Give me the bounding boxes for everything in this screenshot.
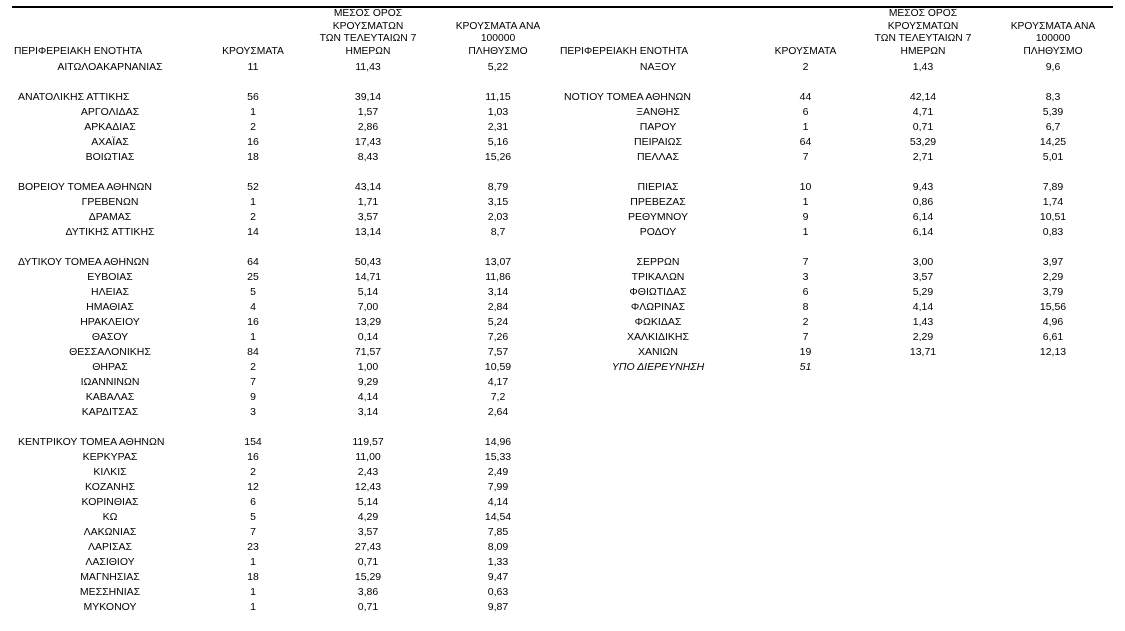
cell-per100k: 1,33 (487, 556, 509, 569)
cell-cases: 2 (802, 316, 809, 329)
cell-region: ΜΥΚΟΝΟΥ (83, 601, 137, 614)
cell-cases: 2 (250, 121, 256, 134)
cell-per100k: 2,64 (487, 406, 509, 419)
cell-per100k: 3,97 (1042, 256, 1064, 269)
cell-avg7: 15,29 (354, 571, 382, 584)
cell-per100k: 7,85 (487, 526, 509, 539)
cell-per100k: 8,79 (487, 181, 509, 194)
cell-avg7: 39,14 (354, 91, 382, 104)
cell-avg7: 14,71 (354, 271, 382, 284)
cell-cases: 23 (247, 541, 259, 554)
cell-cases: 9 (250, 391, 256, 404)
cell-region: ΥΠΟ ΔΙΕΡΕΥΝΗΣΗ (611, 361, 705, 374)
table-row-spacer (558, 240, 1113, 255)
table-row (12, 255, 558, 270)
table-row (12, 315, 558, 330)
cell-cases: 52 (247, 181, 259, 194)
cell-region: ΗΜΑΘΙΑΣ (86, 301, 134, 314)
cell-cases: 7 (802, 151, 809, 164)
cell-avg7: 13,29 (354, 316, 382, 329)
cell-cases: 8 (802, 301, 809, 314)
cell-per100k: 10,51 (1039, 211, 1067, 224)
cell-per100k: 2,29 (1042, 271, 1064, 284)
cell-avg7: 0,14 (357, 331, 379, 344)
table-row (12, 570, 558, 585)
cell-region: ΚΟΡΙΝΘΙΑΣ (81, 496, 139, 509)
cell-region: ΝΑΞΟΥ (639, 61, 677, 74)
table-row-spacer (558, 75, 1113, 90)
cell-per100k: 13,07 (484, 256, 512, 269)
cell-region: ΙΩΑΝΝΙΝΩΝ (80, 376, 140, 389)
cell-region: ΦΩΚΙΔΑΣ (634, 316, 682, 329)
cell-per100k: 11,15 (485, 91, 511, 104)
cell-per100k: 0,83 (1042, 226, 1064, 239)
cell-region: ΔΡΑΜΑΣ (88, 211, 132, 224)
cell-region: ΠΡΕΒΕΖΑΣ (630, 196, 686, 209)
cell-cases: 1 (250, 331, 256, 344)
cell-region: ΑΙΤΩΛΟΑΚΑΡΝΑΝΙΑΣ (57, 61, 163, 74)
cell-avg7: 6,14 (912, 226, 934, 239)
cell-avg7: 2,71 (912, 151, 934, 164)
cell-per100k: 7,99 (487, 481, 509, 494)
cell-region: ΛΑΣΙΘΙΟΥ (85, 556, 135, 569)
table-row (558, 225, 1113, 240)
cell-cases: 7 (802, 331, 809, 344)
cell-per100k: 8,09 (487, 541, 509, 554)
cell-region: ΗΡΑΚΛΕΙΟΥ (80, 316, 140, 329)
cell-region: ΔΥΤΙΚΟΥ ΤΟΜΕΑ ΑΘΗΝΩΝ (18, 256, 150, 269)
table-body-right (558, 60, 1113, 375)
cell-avg7: 5,14 (357, 286, 379, 299)
cell-per100k: 4,17 (487, 376, 509, 389)
cell-avg7: 11,43 (355, 61, 381, 74)
table-row (12, 525, 558, 540)
table-row (12, 105, 558, 120)
table-row (12, 495, 558, 510)
cell-avg7: 71,57 (354, 346, 382, 359)
cell-cases: 1 (250, 556, 256, 569)
cell-region: ΑΡΓΟΛΙΔΑΣ (80, 106, 140, 119)
cell-cases: 64 (247, 256, 259, 269)
spacer-cell (12, 75, 558, 90)
cell-per100k: 6,61 (1042, 331, 1064, 344)
cell-region: ΤΡΙΚΑΛΩΝ (631, 271, 685, 284)
cell-per100k: 2,31 (487, 121, 509, 134)
table-row (12, 555, 558, 570)
cell-region: ΣΕΡΡΩΝ (636, 256, 680, 269)
cell-cases: 1 (802, 226, 809, 239)
table-row (12, 225, 558, 240)
table-row (558, 345, 1113, 360)
cell-avg7: 119,57 (352, 436, 384, 449)
cell-avg7: 1,43 (912, 316, 934, 329)
table-row (558, 270, 1113, 285)
cell-avg7: 0,71 (357, 601, 379, 614)
spacer-cell (558, 240, 1113, 255)
header-per100k-line2-right: ΠΛΗΘΥΣΜΟ (1023, 45, 1083, 57)
cell-avg7: 27,43 (354, 541, 382, 554)
table-row-spacer (12, 420, 558, 435)
cell-cases: 6 (250, 496, 256, 509)
header-avg7-line2-right: ΤΩΝ ΤΕΛΕΥΤΑΙΩΝ 7 (874, 33, 972, 45)
header-row-right (558, 8, 1113, 60)
table-body-left (12, 60, 558, 615)
cell-cases: 6 (802, 286, 809, 299)
cell-avg7: 11,00 (355, 451, 381, 464)
cell-avg7: 43,14 (354, 181, 382, 194)
cell-region: ΑΧΑΪΑΣ (91, 136, 129, 149)
cell-region: ΠΑΡΟΥ (639, 121, 677, 134)
table-row (12, 375, 558, 390)
cell-per100k: 14,25 (1039, 136, 1067, 149)
cell-cases: 1 (250, 586, 256, 599)
table-row (12, 435, 558, 450)
cell-avg7: 3,57 (912, 271, 934, 284)
spacer-cell (12, 240, 558, 255)
cell-avg7: 3,86 (357, 586, 379, 599)
cell-cases: 1 (250, 601, 256, 614)
cell-region: ΛΑΡΙΣΑΣ (88, 541, 132, 554)
table-row (12, 480, 558, 495)
cell-region: ΚΕΝΤΡΙΚΟΥ ΤΟΜΕΑ ΑΘΗΝΩΝ (18, 436, 165, 449)
table-row (12, 330, 558, 345)
header-avg7-line1-left: ΜΕΣΟΣ ΟΡΟΣ ΚΡΟΥΣΜΑΤΩΝ (332, 8, 404, 32)
cell-per100k: 9,87 (487, 601, 509, 614)
cell-per100k: 7,57 (487, 346, 509, 359)
cell-avg7: 53,29 (909, 136, 937, 149)
table-row (12, 405, 558, 420)
cases-table-left (12, 8, 558, 615)
spacer-cell (558, 165, 1113, 180)
cell-per100k: 2,49 (487, 466, 509, 479)
cell-region: ΚΟΖΑΝΗΣ (85, 481, 135, 494)
cell-region: ΜΕΣΣΗΝΙΑΣ (79, 586, 141, 599)
cell-cases: 16 (247, 136, 259, 149)
table-row (558, 135, 1113, 150)
cell-region: ΑΡΚΑΔΙΑΣ (84, 121, 136, 134)
cell-avg7: 5,29 (912, 286, 934, 299)
cell-cases: 2 (250, 361, 256, 374)
cell-cases: 12 (247, 481, 259, 494)
table-row-spacer (12, 165, 558, 180)
cell-region: ΘΕΣΣΑΛΟΝΙΚΗΣ (69, 346, 151, 359)
cell-cases: 1 (250, 196, 256, 209)
spacer-cell (558, 75, 1113, 90)
cell-per100k: 9,47 (487, 571, 509, 584)
cell-per100k: 12,13 (1039, 346, 1067, 359)
cell-region: ΗΛΕΙΑΣ (90, 286, 129, 299)
cell-cases: 9 (802, 211, 809, 224)
cases-table-right (558, 8, 1113, 375)
header-row-left (12, 8, 558, 60)
cell-avg7: 4,14 (912, 301, 934, 314)
cell-cases: 18 (247, 571, 259, 584)
cell-per100k (993, 360, 1113, 375)
cell-per100k: 4,96 (1042, 316, 1064, 329)
cell-cases: 2 (250, 211, 256, 224)
header-avg7-right (853, 8, 993, 60)
cell-cases: 11 (247, 61, 259, 74)
cell-per100k: 1,74 (1042, 196, 1064, 209)
cell-region: ΘΑΣΟΥ (91, 331, 129, 344)
cell-avg7: 1,00 (357, 361, 379, 374)
table-row (558, 195, 1113, 210)
cell-region: ΓΡΕΒΕΝΩΝ (81, 196, 139, 209)
cell-per100k: 8,7 (490, 226, 506, 239)
cell-per100k: 11,86 (485, 271, 511, 284)
cell-per100k: 14,96 (484, 436, 512, 449)
cell-cases: 7 (250, 526, 256, 539)
table-row (12, 90, 558, 105)
cell-avg7: 17,43 (354, 136, 382, 149)
table-row (12, 390, 558, 405)
cell-cases: 2 (802, 61, 809, 74)
header-region-right: ΠΕΡΙΦΕΡΕΙΑΚΗ ΕΝΟΤΗΤΑ (560, 45, 689, 57)
cell-avg7: 1,43 (912, 61, 934, 74)
cell-region: ΧΑΛΚΙΔΙΚΗΣ (627, 331, 689, 344)
table-row (12, 540, 558, 555)
table-row-spacer (558, 165, 1113, 180)
cell-avg7: 8,43 (357, 151, 379, 164)
cell-per100k: 1,03 (487, 106, 509, 119)
cell-avg7: 5,14 (357, 496, 379, 509)
cell-per100k: 14,54 (484, 511, 512, 524)
cell-cases: 14 (247, 226, 259, 239)
cell-avg7: 50,43 (354, 256, 382, 269)
cell-cases: 1 (802, 196, 809, 209)
table-row (12, 285, 558, 300)
table-header-left (12, 8, 558, 60)
cell-per100k: 9,6 (1045, 61, 1061, 74)
table-row (558, 210, 1113, 225)
table-row (12, 360, 558, 375)
cell-avg7: 4,71 (912, 106, 934, 119)
table-row (12, 60, 558, 75)
cell-per100k: 10,59 (484, 361, 512, 374)
spacer-cell (12, 165, 558, 180)
cell-avg7: 2,86 (357, 121, 379, 134)
cell-cases: 16 (247, 316, 259, 329)
cell-region: ΝΟΤΙΟΥ ΤΟΜΕΑ ΑΘΗΝΩΝ (564, 91, 691, 104)
cell-region: ΚΑΒΑΛΑΣ (85, 391, 135, 404)
cell-per100k: 5,24 (487, 316, 509, 329)
cell-cases: 7 (802, 256, 809, 269)
cell-cases: 18 (247, 151, 259, 164)
cell-per100k: 3,15 (487, 196, 509, 209)
cell-per100k: 7,2 (490, 391, 506, 404)
cell-per100k: 5,39 (1042, 106, 1064, 119)
table-row (12, 180, 558, 195)
header-avg7-line3-right: ΗΜΕΡΩΝ (900, 45, 946, 57)
table-row (12, 210, 558, 225)
cell-region: ΦΛΩΡΙΝΑΣ (630, 301, 686, 314)
header-avg7-line2-left: ΤΩΝ ΤΕΛΕΥΤΑΙΩΝ 7 (319, 33, 417, 45)
cell-avg7: 13,71 (909, 346, 937, 359)
cell-avg7: 0,71 (912, 121, 934, 134)
cell-region: ΑΝΑΤΟΛΙΚΗΣ ΑΤΤΙΚΗΣ (18, 91, 130, 104)
table-row (558, 180, 1113, 195)
table-row (558, 90, 1113, 105)
cell-avg7: 1,57 (357, 106, 379, 119)
cell-avg7: 12,43 (354, 481, 382, 494)
cell-avg7: 1,71 (357, 196, 379, 209)
cell-cases: 5 (250, 511, 256, 524)
cell-cases: 3 (802, 271, 809, 284)
cell-region: ΛΑΚΩΝΙΑΣ (83, 526, 137, 539)
spacer-cell (12, 420, 558, 435)
cell-cases: 25 (247, 271, 259, 284)
cell-cases: 19 (799, 346, 812, 359)
table-row (558, 255, 1113, 270)
cell-cases: 5 (250, 286, 256, 299)
cell-avg7: 2,29 (912, 331, 934, 344)
cell-per100k: 2,84 (487, 301, 509, 314)
cell-region: ΞΑΝΘΗΣ (636, 106, 680, 119)
cell-avg7: 4,14 (357, 391, 379, 404)
cell-per100k: 7,89 (1042, 181, 1064, 194)
cell-per100k: 3,14 (487, 286, 509, 299)
cell-avg7: 6,14 (912, 211, 934, 224)
cell-per100k: 0,63 (487, 586, 509, 599)
cell-region: ΠΕΙΡΑΙΩΣ (634, 136, 682, 149)
header-avg7-left (298, 8, 438, 60)
cell-region: ΒΟΙΩΤΙΑΣ (85, 151, 135, 164)
table-row (558, 285, 1113, 300)
cell-avg7: 3,14 (357, 406, 379, 419)
cell-avg7: 13,14 (354, 226, 382, 239)
cell-per100k: 15,56 (1039, 301, 1067, 314)
table-row (12, 450, 558, 465)
cell-region: ΚΙΛΚΙΣ (93, 466, 127, 479)
cell-per100k: 15,26 (484, 151, 512, 164)
table-row (12, 510, 558, 525)
table-row (558, 120, 1113, 135)
cell-per100k: 5,22 (487, 61, 509, 74)
table-row (12, 600, 558, 615)
header-cases-right: ΚΡΟΥΣΜΑΤΑ (774, 45, 837, 57)
table-row (12, 585, 558, 600)
cell-cases: 16 (247, 451, 259, 464)
cell-per100k: 7,26 (487, 331, 509, 344)
header-per100k-right (993, 8, 1113, 60)
cell-region: ΕΥΒΟΙΑΣ (87, 271, 133, 284)
table-row (558, 105, 1113, 120)
table-row (12, 120, 558, 135)
cell-region: ΒΟΡΕΙΟΥ ΤΟΜΕΑ ΑΘΗΝΩΝ (18, 181, 152, 194)
table-row (558, 315, 1113, 330)
cell-region: ΠΙΕΡΙΑΣ (637, 181, 679, 194)
cell-avg7: 4,29 (357, 511, 379, 524)
header-per100k-line2-left: ΠΛΗΘΥΣΜΟ (468, 45, 528, 57)
cell-per100k: 2,03 (487, 211, 509, 224)
table-row-spacer (12, 75, 558, 90)
cell-avg7: 0,86 (912, 196, 934, 209)
cell-avg7 (853, 360, 993, 375)
table-row (558, 60, 1113, 75)
cell-region: ΚΑΡΔΙΤΣΑΣ (81, 406, 139, 419)
cell-region: ΦΘΙΩΤΙΔΑΣ (629, 286, 687, 299)
cell-per100k: 5,16 (487, 136, 509, 149)
cell-avg7: 2,43 (357, 466, 379, 479)
cell-region: ΚΩ (102, 511, 118, 524)
table-row (12, 465, 558, 480)
cell-cases: 154 (244, 436, 262, 449)
cell-avg7: 9,29 (357, 376, 379, 389)
table-row-spacer (12, 240, 558, 255)
cell-cases: 10 (799, 181, 812, 194)
table-row (12, 345, 558, 360)
cell-avg7: 3,00 (912, 256, 934, 269)
cell-cases: 3 (250, 406, 256, 419)
header-cases-left: ΚΡΟΥΣΜΑΤΑ (222, 45, 284, 57)
cell-per100k: 15,33 (484, 451, 512, 464)
cell-avg7: 9,43 (912, 181, 934, 194)
header-per100k-line1-right: ΚΡΟΥΣΜΑΤΑ ΑΝΑ 100000 (1010, 20, 1096, 45)
cell-per100k: 4,14 (487, 496, 509, 509)
header-avg7-line3-left: ΗΜΕΡΩΝ (345, 45, 391, 57)
header-per100k-left (438, 8, 558, 60)
cell-per100k: 3,79 (1042, 286, 1064, 299)
cell-per100k: 6,7 (1045, 121, 1061, 134)
cell-cases: 4 (250, 301, 256, 314)
table-row (12, 150, 558, 165)
tables-container (12, 8, 1113, 615)
header-avg7-line1-right: ΜΕΣΟΣ ΟΡΟΣ ΚΡΟΥΣΜΑΤΩΝ (887, 8, 959, 32)
cell-region: ΧΑΝΙΩΝ (638, 346, 678, 359)
table-row (558, 360, 1113, 375)
cell-cases: 64 (799, 136, 812, 149)
cell-avg7: 0,71 (357, 556, 379, 569)
cell-avg7: 3,57 (357, 526, 379, 539)
cell-cases: 84 (247, 346, 259, 359)
table-row (558, 300, 1113, 315)
cell-region: ΠΕΛΛΑΣ (636, 151, 680, 164)
cell-cases: 6 (802, 106, 809, 119)
cell-avg7: 3,57 (357, 211, 379, 224)
cell-region: ΜΑΓΝΗΣΙΑΣ (80, 571, 140, 584)
table-row (12, 300, 558, 315)
table-header-right (558, 8, 1113, 60)
table-row (558, 330, 1113, 345)
cell-per100k: 5,01 (1042, 151, 1064, 164)
cell-cases: 1 (802, 121, 809, 134)
cell-avg7: 42,14 (909, 91, 937, 104)
table-row (12, 195, 558, 210)
cell-cases: 1 (250, 106, 256, 119)
table-row (12, 270, 558, 285)
cell-region: ΘΗΡΑΣ (92, 361, 128, 374)
cell-region: ΡΟΔΟΥ (639, 226, 677, 239)
cell-per100k: 8,3 (1045, 91, 1061, 104)
cell-region: ΚΕΡΚΥΡΑΣ (82, 451, 138, 464)
header-per100k-line1-left: ΚΡΟΥΣΜΑΤΑ ΑΝΑ 100000 (455, 20, 541, 45)
cell-cases: 56 (247, 91, 259, 104)
cell-avg7: 7,00 (357, 301, 379, 314)
table-row (558, 150, 1113, 165)
cell-region: ΡΕΘΥΜΝΟΥ (627, 211, 688, 224)
cell-cases: 44 (799, 91, 812, 104)
cell-region: ΔΥΤΙΚΗΣ ΑΤΤΙΚΗΣ (65, 226, 155, 239)
header-region-left: ΠΕΡΙΦΕΡΕΙΑΚΗ ΕΝΟΤΗΤΑ (14, 45, 143, 57)
cell-cases: 2 (250, 466, 256, 479)
table-row (12, 135, 558, 150)
cell-cases: 7 (250, 376, 256, 389)
cell-cases: 51 (799, 361, 812, 374)
